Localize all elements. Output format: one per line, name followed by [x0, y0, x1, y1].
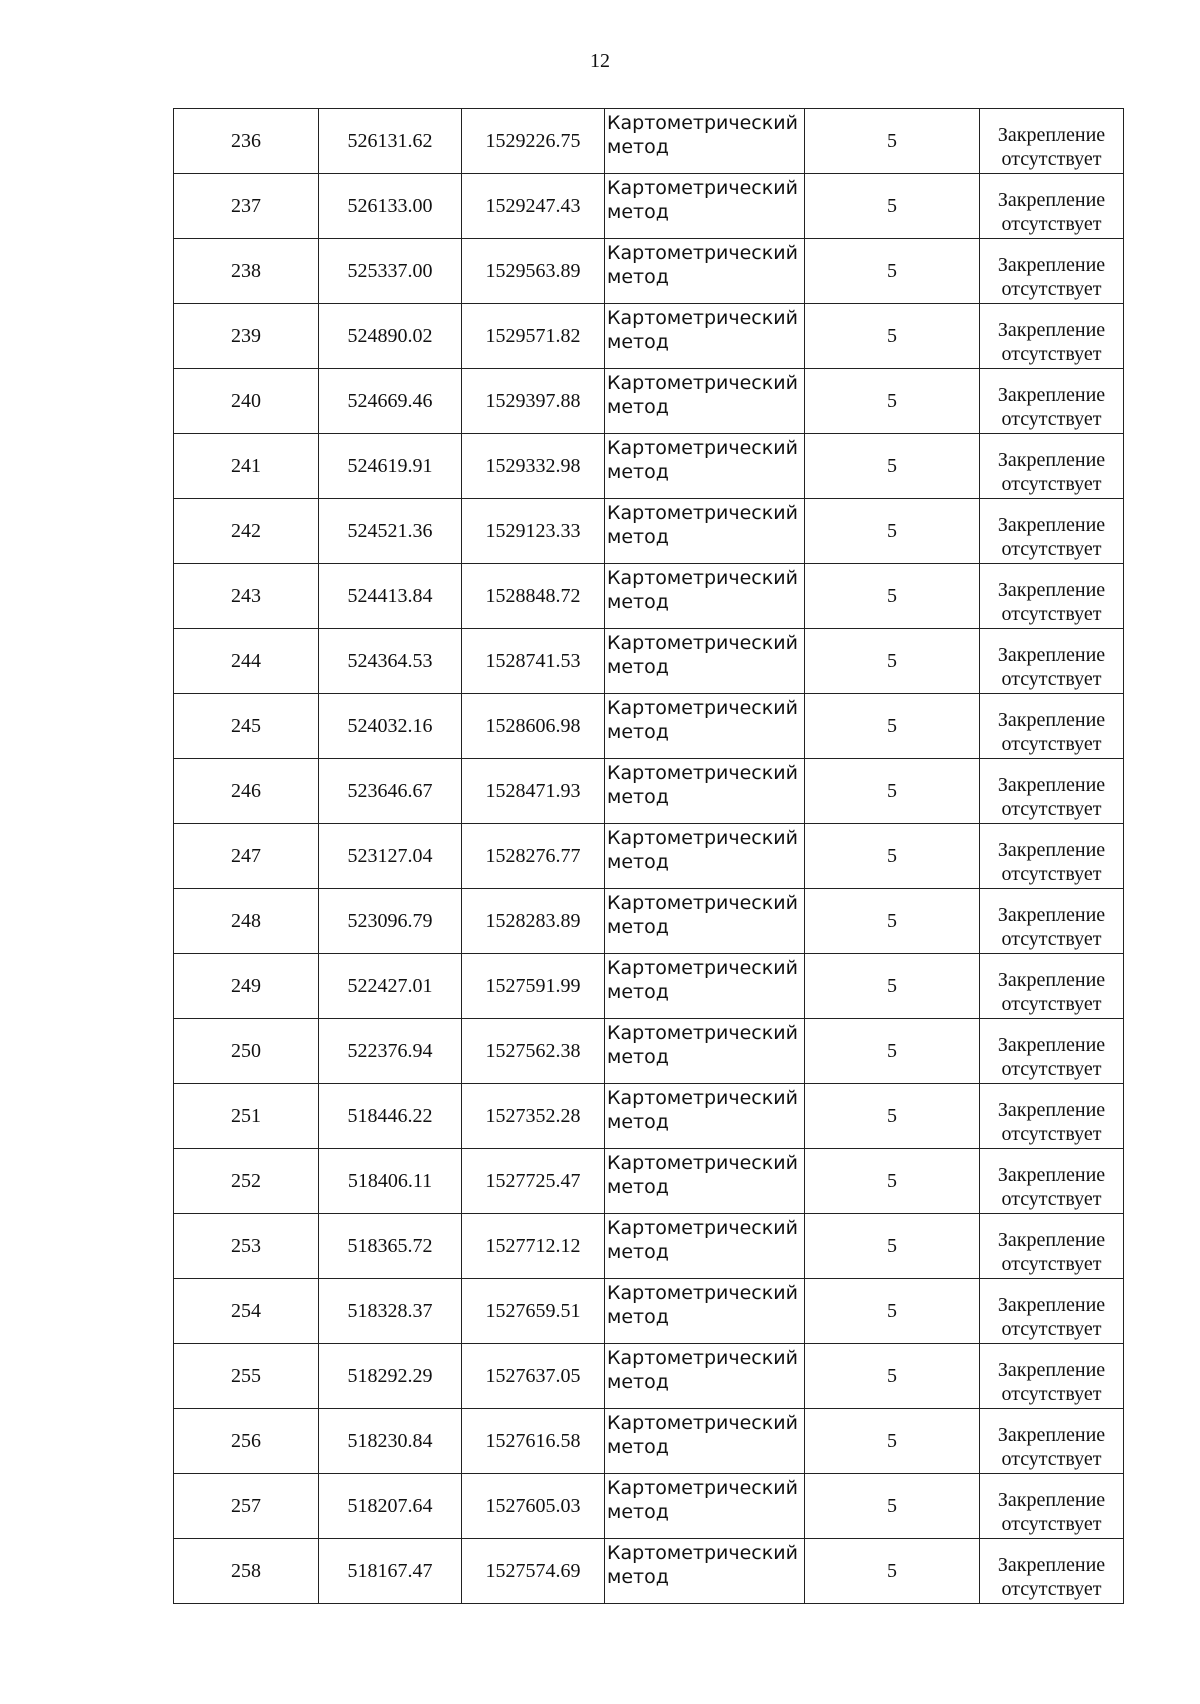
accuracy-cell: 5: [805, 629, 980, 694]
fixing-line-1: Закрепление: [997, 1359, 1106, 1381]
fixing-line-2: отсутствует: [1001, 733, 1102, 755]
table-row: [174, 694, 1124, 759]
fixing-line-2: отсутствует: [1001, 1448, 1102, 1470]
method-line-1: Картометрический: [607, 437, 798, 459]
method-cell: [605, 824, 805, 889]
method-line-2: метод: [607, 1501, 669, 1523]
fixing-line-1: Закрепление: [997, 449, 1106, 471]
fixing-line-2: отсутствует: [1001, 1513, 1102, 1535]
method-line-1: Картометрический: [607, 1087, 798, 1109]
point-number-cell: 239: [174, 304, 319, 369]
fixing-line-1: Закрепление: [997, 1554, 1106, 1576]
point-number-cell: 245: [174, 694, 319, 759]
accuracy-cell: 5: [805, 694, 980, 759]
method-line-2: метод: [607, 1566, 669, 1588]
point-number-cell: 256: [174, 1409, 319, 1474]
y-coordinate-cell: 1528471.93: [462, 759, 605, 824]
fixing-line-2: отсутствует: [1001, 148, 1102, 170]
fixing-line-2: отсутствует: [1001, 863, 1102, 885]
point-number-cell: 258: [174, 1539, 319, 1604]
fixing-cell: [980, 1344, 1124, 1409]
x-coordinate-cell: 525337.00: [319, 239, 462, 304]
coordinates-table-body: [174, 109, 1124, 1604]
fixing-cell: [980, 1474, 1124, 1539]
method-line-1: Картометрический: [607, 502, 798, 524]
table-row: [174, 109, 1124, 174]
method-line-2: метод: [607, 981, 669, 1003]
x-coordinate-cell: 518292.29: [319, 1344, 462, 1409]
y-coordinate-cell: 1527637.05: [462, 1344, 605, 1409]
method-line-2: метод: [607, 201, 669, 223]
accuracy-cell: 5: [805, 759, 980, 824]
x-coordinate-cell: 523646.67: [319, 759, 462, 824]
accuracy-cell: 5: [805, 1474, 980, 1539]
table-row: [174, 1539, 1124, 1604]
method-line-1: Картометрический: [607, 177, 798, 199]
method-line-2: метод: [607, 1046, 669, 1068]
fixing-line-1: Закрепление: [997, 1034, 1106, 1056]
method-cell: [605, 1279, 805, 1344]
x-coordinate-cell: 518207.64: [319, 1474, 462, 1539]
method-line-1: Картометрический: [607, 1282, 798, 1304]
x-coordinate-cell: 523096.79: [319, 889, 462, 954]
method-line-1: Картометрический: [607, 1217, 798, 1239]
fixing-line-2: отсутствует: [1001, 213, 1102, 235]
fixing-line-1: Закрепление: [997, 579, 1106, 601]
y-coordinate-cell: 1528283.89: [462, 889, 605, 954]
method-cell: [605, 1084, 805, 1149]
point-number-cell: 248: [174, 889, 319, 954]
table-row: [174, 304, 1124, 369]
accuracy-cell: 5: [805, 1149, 980, 1214]
table-row: [174, 174, 1124, 239]
fixing-line-1: Закрепление: [997, 1294, 1106, 1316]
fixing-line-2: отсутствует: [1001, 1058, 1102, 1080]
accuracy-cell: 5: [805, 564, 980, 629]
table-row: [174, 629, 1124, 694]
fixing-cell: [980, 499, 1124, 564]
x-coordinate-cell: 526133.00: [319, 174, 462, 239]
accuracy-cell: 5: [805, 174, 980, 239]
fixing-line-1: Закрепление: [997, 124, 1106, 146]
y-coordinate-cell: 1527659.51: [462, 1279, 605, 1344]
fixing-line-2: отсутствует: [1001, 408, 1102, 430]
method-cell: [605, 1409, 805, 1474]
y-coordinate-cell: 1529247.43: [462, 174, 605, 239]
y-coordinate-cell: 1529332.98: [462, 434, 605, 499]
accuracy-cell: 5: [805, 1539, 980, 1604]
x-coordinate-cell: 523127.04: [319, 824, 462, 889]
y-coordinate-cell: 1527725.47: [462, 1149, 605, 1214]
point-number-cell: 253: [174, 1214, 319, 1279]
accuracy-cell: 5: [805, 369, 980, 434]
method-cell: [605, 1214, 805, 1279]
fixing-line-1: Закрепление: [997, 1099, 1106, 1121]
table-row: [174, 1474, 1124, 1539]
method-line-2: метод: [607, 656, 669, 678]
fixing-line-1: Закрепление: [997, 254, 1106, 276]
method-line-1: Картометрический: [607, 632, 798, 654]
method-cell: [605, 109, 805, 174]
method-cell: [605, 694, 805, 759]
fixing-line-2: отсутствует: [1001, 1253, 1102, 1275]
fixing-cell: [980, 824, 1124, 889]
fixing-line-1: Закрепление: [997, 1164, 1106, 1186]
fixing-line-2: отсутствует: [1001, 1188, 1102, 1210]
table-row: [174, 369, 1124, 434]
fixing-line-1: Закрепление: [997, 709, 1106, 731]
fixing-line-2: отсутствует: [1001, 603, 1102, 625]
method-cell: [605, 1149, 805, 1214]
accuracy-cell: 5: [805, 1344, 980, 1409]
point-number-cell: 250: [174, 1019, 319, 1084]
y-coordinate-cell: 1528276.77: [462, 824, 605, 889]
method-cell: [605, 1344, 805, 1409]
fixing-cell: [980, 304, 1124, 369]
method-line-1: Картометрический: [607, 892, 798, 914]
method-line-1: Картометрический: [607, 1477, 798, 1499]
fixing-cell: [980, 1149, 1124, 1214]
x-coordinate-cell: 524619.91: [319, 434, 462, 499]
fixing-cell: [980, 759, 1124, 824]
x-coordinate-cell: 518328.37: [319, 1279, 462, 1344]
table-row: [174, 499, 1124, 564]
point-number-cell: 247: [174, 824, 319, 889]
method-line-1: Картометрический: [607, 1347, 798, 1369]
x-coordinate-cell: 524413.84: [319, 564, 462, 629]
method-line-2: метод: [607, 786, 669, 808]
point-number-cell: 257: [174, 1474, 319, 1539]
y-coordinate-cell: 1527616.58: [462, 1409, 605, 1474]
y-coordinate-cell: 1527605.03: [462, 1474, 605, 1539]
accuracy-cell: 5: [805, 1409, 980, 1474]
method-line-1: Картометрический: [607, 372, 798, 394]
table-row: [174, 759, 1124, 824]
point-number-cell: 254: [174, 1279, 319, 1344]
accuracy-cell: 5: [805, 1279, 980, 1344]
point-number-cell: 246: [174, 759, 319, 824]
method-line-2: метод: [607, 916, 669, 938]
point-number-cell: 240: [174, 369, 319, 434]
method-line-2: метод: [607, 721, 669, 743]
accuracy-cell: 5: [805, 434, 980, 499]
fixing-line-2: отсутствует: [1001, 668, 1102, 690]
accuracy-cell: 5: [805, 239, 980, 304]
table-row: [174, 889, 1124, 954]
method-line-1: Картометрический: [607, 957, 798, 979]
fixing-line-1: Закрепление: [997, 384, 1106, 406]
x-coordinate-cell: 524890.02: [319, 304, 462, 369]
method-cell: [605, 1019, 805, 1084]
method-cell: [605, 239, 805, 304]
fixing-line-2: отсутствует: [1001, 928, 1102, 950]
fixing-cell: [980, 369, 1124, 434]
method-line-2: метод: [607, 136, 669, 158]
fixing-cell: [980, 174, 1124, 239]
method-cell: [605, 304, 805, 369]
method-line-2: метод: [607, 1436, 669, 1458]
point-number-cell: 255: [174, 1344, 319, 1409]
y-coordinate-cell: 1527712.12: [462, 1214, 605, 1279]
x-coordinate-cell: 522427.01: [319, 954, 462, 1019]
fixing-line-2: отсутствует: [1001, 1383, 1102, 1405]
fixing-line-2: отсутствует: [1001, 343, 1102, 365]
method-line-1: Картометрический: [607, 112, 798, 134]
accuracy-cell: 5: [805, 824, 980, 889]
method-cell: [605, 1539, 805, 1604]
method-line-2: метод: [607, 1371, 669, 1393]
fixing-line-1: Закрепление: [997, 514, 1106, 536]
point-number-cell: 243: [174, 564, 319, 629]
table-row: [174, 1279, 1124, 1344]
x-coordinate-cell: 524364.53: [319, 629, 462, 694]
method-cell: [605, 629, 805, 694]
fixing-line-2: отсутствует: [1001, 1318, 1102, 1340]
method-line-1: Картометрический: [607, 242, 798, 264]
method-cell: [605, 564, 805, 629]
method-line-1: Картометрический: [607, 567, 798, 589]
accuracy-cell: 5: [805, 889, 980, 954]
method-line-2: метод: [607, 1111, 669, 1133]
table-row: [174, 1409, 1124, 1474]
accuracy-cell: 5: [805, 499, 980, 564]
y-coordinate-cell: 1529571.82: [462, 304, 605, 369]
method-cell: [605, 1474, 805, 1539]
method-line-1: Картометрический: [607, 1542, 798, 1564]
x-coordinate-cell: 518406.11: [319, 1149, 462, 1214]
method-cell: [605, 499, 805, 564]
method-cell: [605, 434, 805, 499]
accuracy-cell: 5: [805, 1214, 980, 1279]
fixing-cell: [980, 629, 1124, 694]
fixing-cell: [980, 1539, 1124, 1604]
fixing-line-1: Закрепление: [997, 969, 1106, 991]
fixing-cell: [980, 889, 1124, 954]
y-coordinate-cell: 1527562.38: [462, 1019, 605, 1084]
fixing-line-2: отсутствует: [1001, 538, 1102, 560]
accuracy-cell: 5: [805, 109, 980, 174]
table-row: [174, 1149, 1124, 1214]
fixing-line-1: Закрепление: [997, 774, 1106, 796]
method-line-2: метод: [607, 331, 669, 353]
method-line-1: Картометрический: [607, 1022, 798, 1044]
method-line-2: метод: [607, 1241, 669, 1263]
y-coordinate-cell: 1528848.72: [462, 564, 605, 629]
fixing-cell: [980, 434, 1124, 499]
method-cell: [605, 759, 805, 824]
method-line-2: метод: [607, 266, 669, 288]
fixing-cell: [980, 1084, 1124, 1149]
fixing-line-2: отсутствует: [1001, 1123, 1102, 1145]
fixing-line-1: Закрепление: [997, 1489, 1106, 1511]
point-number-cell: 237: [174, 174, 319, 239]
accuracy-cell: 5: [805, 1084, 980, 1149]
fixing-line-2: отсутствует: [1001, 993, 1102, 1015]
x-coordinate-cell: 518230.84: [319, 1409, 462, 1474]
accuracy-cell: 5: [805, 1019, 980, 1084]
fixing-line-1: Закрепление: [997, 189, 1106, 211]
y-coordinate-cell: 1529563.89: [462, 239, 605, 304]
point-number-cell: 252: [174, 1149, 319, 1214]
point-number-cell: 241: [174, 434, 319, 499]
accuracy-cell: 5: [805, 954, 980, 1019]
fixing-line-2: отсутствует: [1001, 278, 1102, 300]
method-line-1: Картометрический: [607, 762, 798, 784]
table-row: [174, 954, 1124, 1019]
fixing-cell: [980, 109, 1124, 174]
fixing-cell: [980, 694, 1124, 759]
fixing-line-2: отсутствует: [1001, 473, 1102, 495]
method-cell: [605, 889, 805, 954]
point-number-cell: 242: [174, 499, 319, 564]
method-line-2: метод: [607, 1306, 669, 1328]
fixing-line-1: Закрепление: [997, 839, 1106, 861]
y-coordinate-cell: 1527591.99: [462, 954, 605, 1019]
table-row: [174, 1084, 1124, 1149]
coordinates-table: [173, 108, 1124, 1604]
fixing-line-2: отсутствует: [1001, 1578, 1102, 1600]
y-coordinate-cell: 1529226.75: [462, 109, 605, 174]
fixing-cell: [980, 954, 1124, 1019]
method-line-2: метод: [607, 591, 669, 613]
method-line-2: метод: [607, 851, 669, 873]
y-coordinate-cell: 1528741.53: [462, 629, 605, 694]
table-row: [174, 564, 1124, 629]
x-coordinate-cell: 522376.94: [319, 1019, 462, 1084]
accuracy-cell: 5: [805, 304, 980, 369]
fixing-cell: [980, 1019, 1124, 1084]
fixing-cell: [980, 1409, 1124, 1474]
x-coordinate-cell: 524032.16: [319, 694, 462, 759]
fixing-line-2: отсутствует: [1001, 798, 1102, 820]
method-line-2: метод: [607, 396, 669, 418]
table-row: [174, 1214, 1124, 1279]
fixing-cell: [980, 1279, 1124, 1344]
table-row: [174, 239, 1124, 304]
method-line-1: Картометрический: [607, 307, 798, 329]
x-coordinate-cell: 524521.36: [319, 499, 462, 564]
x-coordinate-cell: 526131.62: [319, 109, 462, 174]
point-number-cell: 238: [174, 239, 319, 304]
fixing-line-1: Закрепление: [997, 904, 1106, 926]
y-coordinate-cell: 1528606.98: [462, 694, 605, 759]
page-number: 12: [590, 50, 610, 72]
fixing-line-1: Закрепление: [997, 1229, 1106, 1251]
y-coordinate-cell: 1529123.33: [462, 499, 605, 564]
y-coordinate-cell: 1529397.88: [462, 369, 605, 434]
point-number-cell: 236: [174, 109, 319, 174]
method-cell: [605, 174, 805, 239]
method-cell: [605, 954, 805, 1019]
point-number-cell: 251: [174, 1084, 319, 1149]
table-row: [174, 1019, 1124, 1084]
y-coordinate-cell: 1527352.28: [462, 1084, 605, 1149]
x-coordinate-cell: 518167.47: [319, 1539, 462, 1604]
y-coordinate-cell: 1527574.69: [462, 1539, 605, 1604]
x-coordinate-cell: 518365.72: [319, 1214, 462, 1279]
table-row: [174, 824, 1124, 889]
point-number-cell: 244: [174, 629, 319, 694]
method-line-2: метод: [607, 461, 669, 483]
fixing-cell: [980, 1214, 1124, 1279]
fixing-cell: [980, 564, 1124, 629]
x-coordinate-cell: 518446.22: [319, 1084, 462, 1149]
method-line-1: Картометрический: [607, 827, 798, 849]
method-cell: [605, 369, 805, 434]
method-line-2: метод: [607, 1176, 669, 1198]
method-line-1: Картометрический: [607, 697, 798, 719]
fixing-line-1: Закрепление: [997, 1424, 1106, 1446]
method-line-2: метод: [607, 526, 669, 548]
point-number-cell: 249: [174, 954, 319, 1019]
method-line-1: Картометрический: [607, 1412, 798, 1434]
table-row: [174, 1344, 1124, 1409]
method-line-1: Картометрический: [607, 1152, 798, 1174]
fixing-line-1: Закрепление: [997, 644, 1106, 666]
x-coordinate-cell: 524669.46: [319, 369, 462, 434]
fixing-line-1: Закрепление: [997, 319, 1106, 341]
fixing-cell: [980, 239, 1124, 304]
table-row: [174, 434, 1124, 499]
